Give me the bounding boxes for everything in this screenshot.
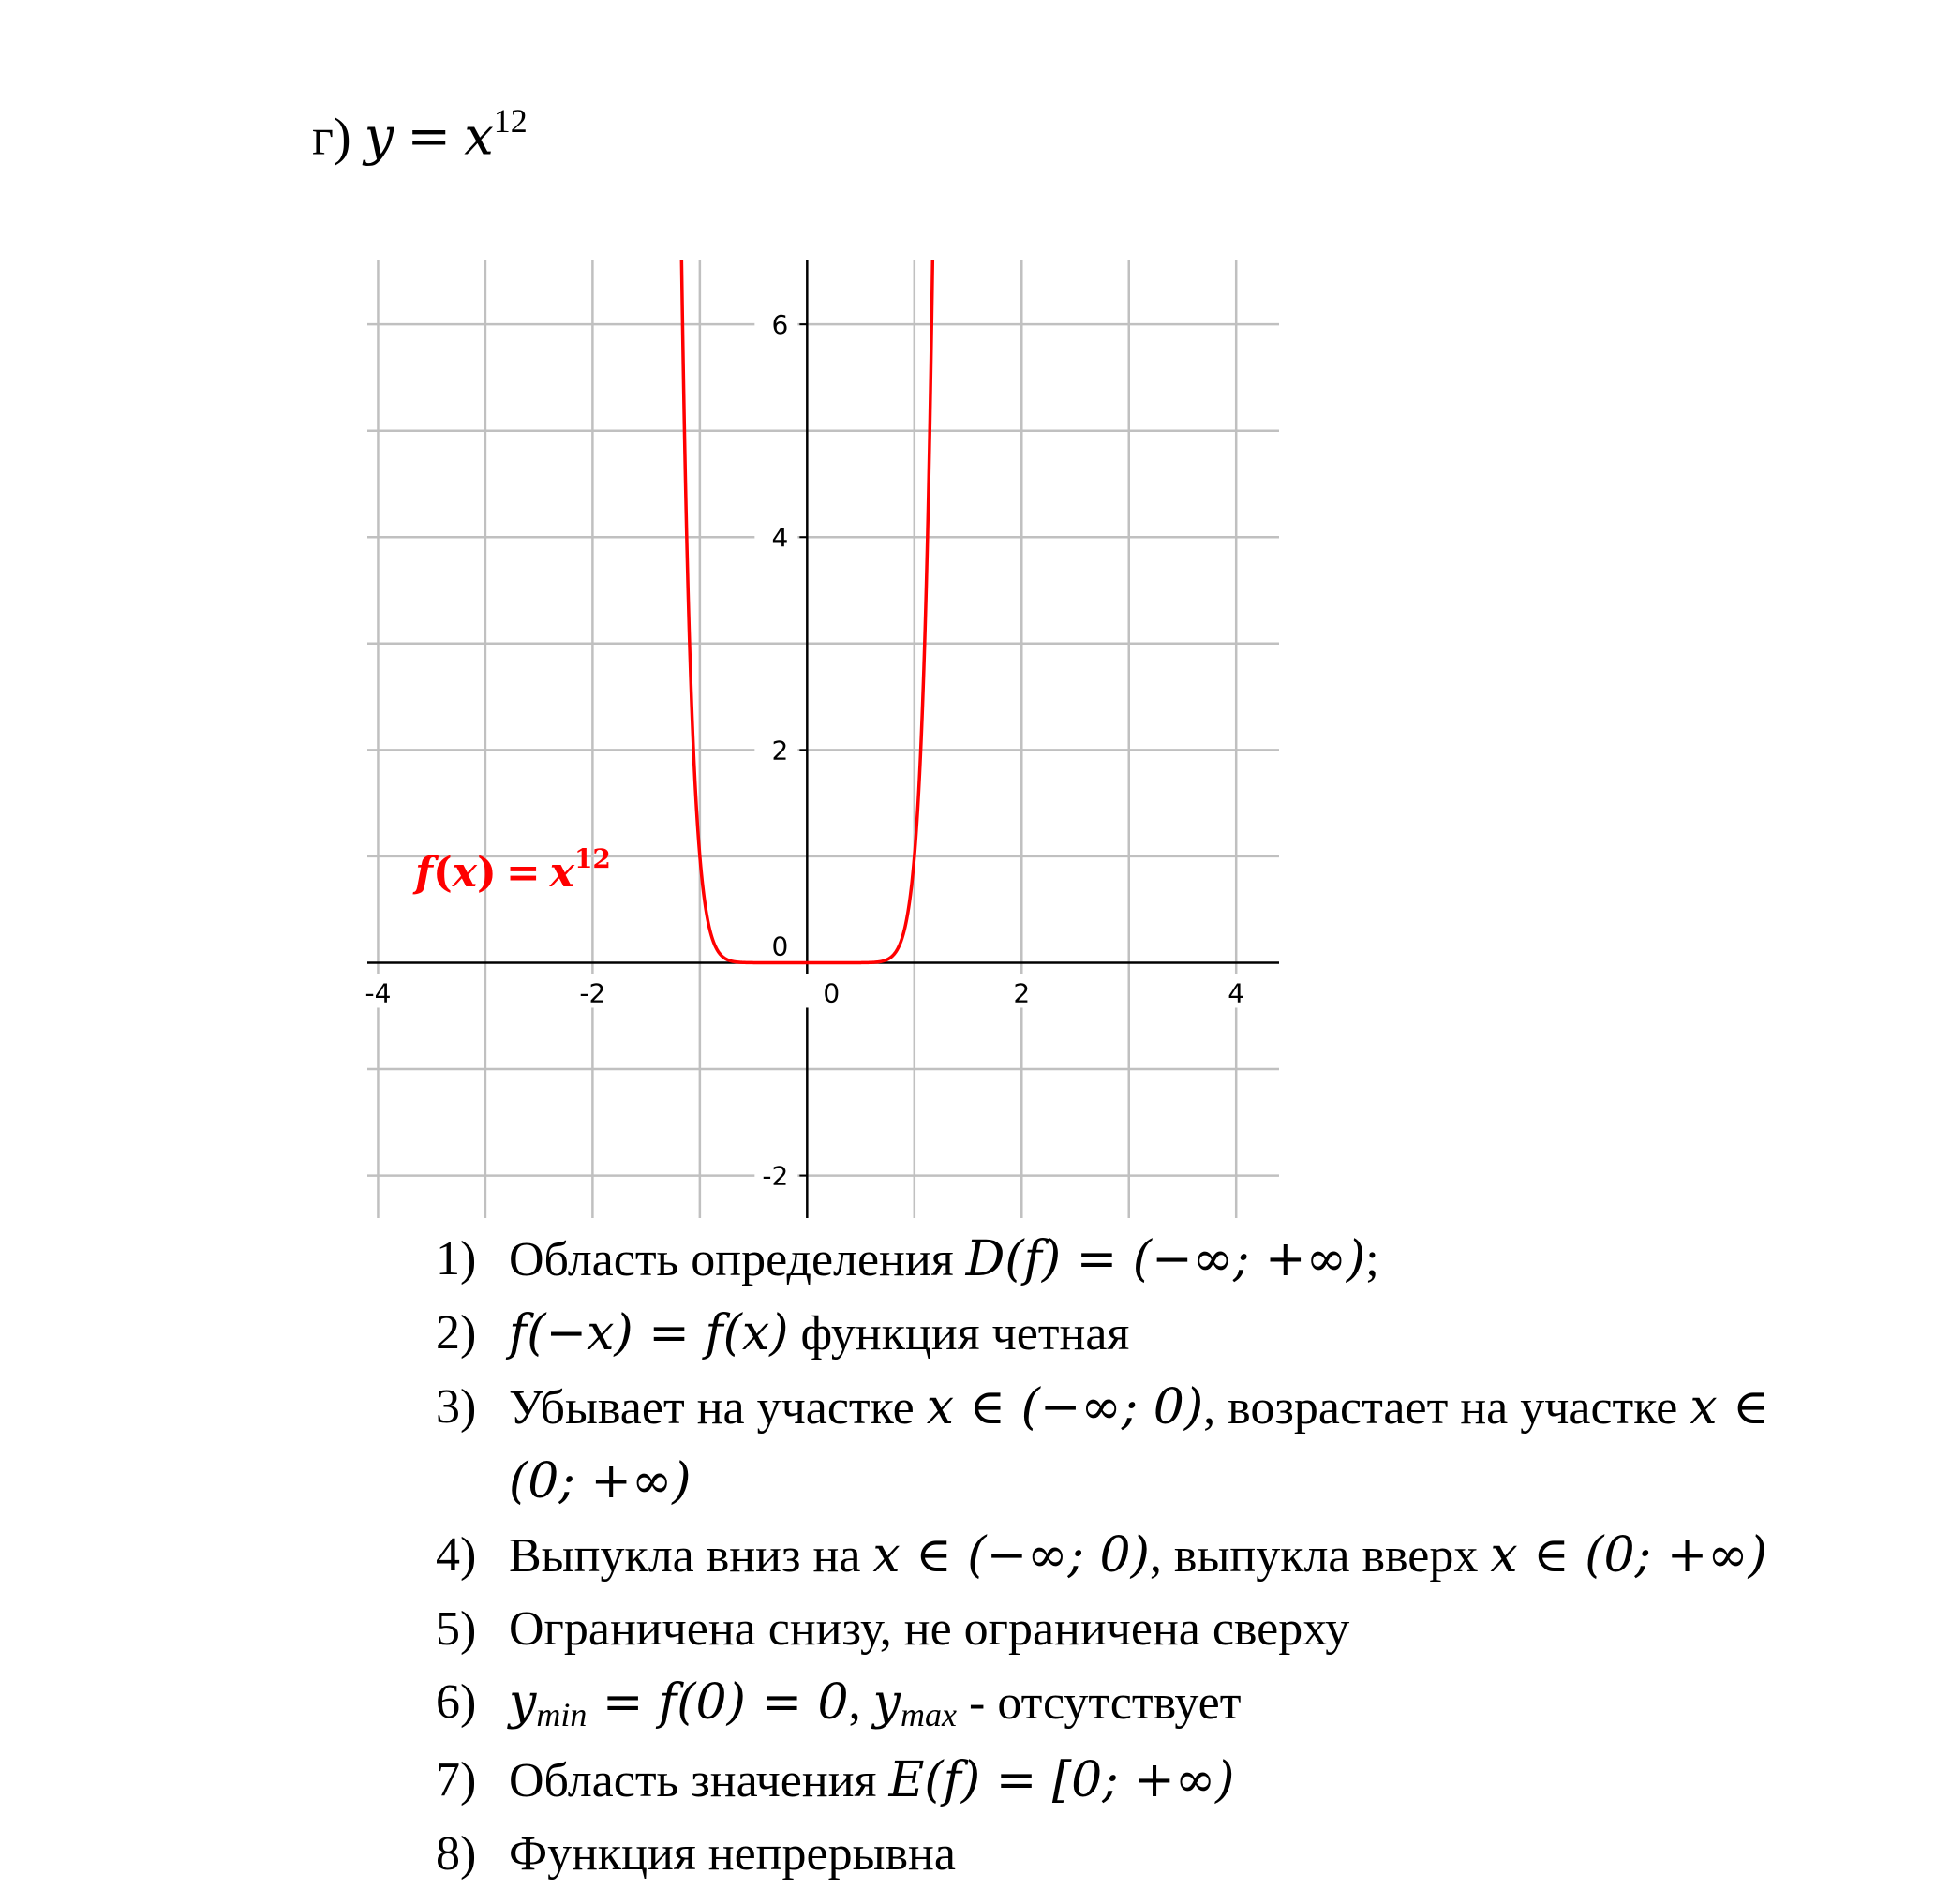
subscript: min <box>536 1696 588 1733</box>
x-tick-label: 2 <box>1013 977 1031 1009</box>
heading-y: y <box>364 106 394 168</box>
property-8 <box>436 1818 1769 1891</box>
item-number: 5) <box>436 1602 477 1656</box>
property-formula: y <box>872 1674 901 1731</box>
exercise-letter: г) <box>312 108 351 167</box>
property-3-continuation <box>436 1445 1769 1519</box>
item-number: 6) <box>436 1675 477 1729</box>
property-formula: x ∈ (−∞; 0) <box>872 1527 1150 1584</box>
property-text: Функция непрерывна <box>509 1827 956 1881</box>
item-number: 1) <box>436 1232 477 1286</box>
property-3 <box>436 1371 1769 1445</box>
property-formula: y <box>509 1674 537 1731</box>
item-number: 4) <box>436 1528 477 1582</box>
property-text: , возрастает на участке <box>1203 1381 1690 1435</box>
heading-exponent: 12 <box>493 102 528 140</box>
property-formula: = f(0) = 0 <box>587 1674 849 1731</box>
item-number: 3) <box>436 1380 477 1434</box>
property-text: Ограничена снизу, не ограничена сверху <box>509 1602 1350 1656</box>
property-1 <box>436 1223 1769 1297</box>
property-4 <box>436 1519 1769 1593</box>
property-text: Убывает на участке <box>509 1381 927 1435</box>
property-formula: D(f) = (−∞; +∞) <box>965 1231 1366 1287</box>
heading-x: x <box>464 106 494 168</box>
property-formula: E(f) = [0; +∞) <box>888 1752 1235 1808</box>
property-formula: x ∈ (−∞; 0) <box>926 1379 1204 1435</box>
property-2 <box>436 1297 1769 1371</box>
heading-equals: = <box>407 106 452 168</box>
property-formula: x ∈ (0; +∞) <box>1490 1527 1767 1584</box>
properties-list <box>436 1223 1769 1891</box>
x-tick-label: -2 <box>579 977 606 1009</box>
property-formula: f(−x) = f(x) <box>509 1305 789 1361</box>
item-number: 8) <box>436 1827 477 1881</box>
property-text: , <box>848 1676 873 1730</box>
x-tick-label: 4 <box>1228 977 1245 1009</box>
property-5 <box>436 1593 1769 1666</box>
axes <box>367 260 1279 1218</box>
property-text: Область определения <box>509 1233 966 1287</box>
property-text: функция четная <box>788 1307 1130 1361</box>
property-formula: (0; +∞) <box>509 1453 692 1510</box>
property-text: , выпукла вверх <box>1149 1529 1491 1583</box>
item-number: 2) <box>436 1306 477 1360</box>
y-tick-label: -2 <box>762 1160 789 1192</box>
subscript: max <box>901 1696 958 1733</box>
function-label: $f(x) = x^{12}$ <box>415 843 611 897</box>
x-tick-label: 0 <box>823 977 841 1009</box>
property-7 <box>436 1744 1769 1818</box>
x-tick-label: -4 <box>365 977 392 1009</box>
y-tick-label: 6 <box>771 309 789 341</box>
property-text: ; <box>1365 1233 1379 1287</box>
y-tick-label: 0 <box>771 930 789 962</box>
item-number: 7) <box>436 1753 477 1807</box>
property-6 <box>436 1666 1769 1744</box>
property-text: Выпукла вниз на <box>509 1529 873 1583</box>
y-tick-label: 4 <box>771 522 789 554</box>
property-text: Область значения <box>509 1754 889 1807</box>
property-formula: x ∈ <box>1690 1379 1769 1435</box>
y-tick-label: 2 <box>771 735 789 766</box>
property-text: - отсутствует <box>957 1676 1242 1730</box>
grid-lines <box>367 260 1279 1218</box>
